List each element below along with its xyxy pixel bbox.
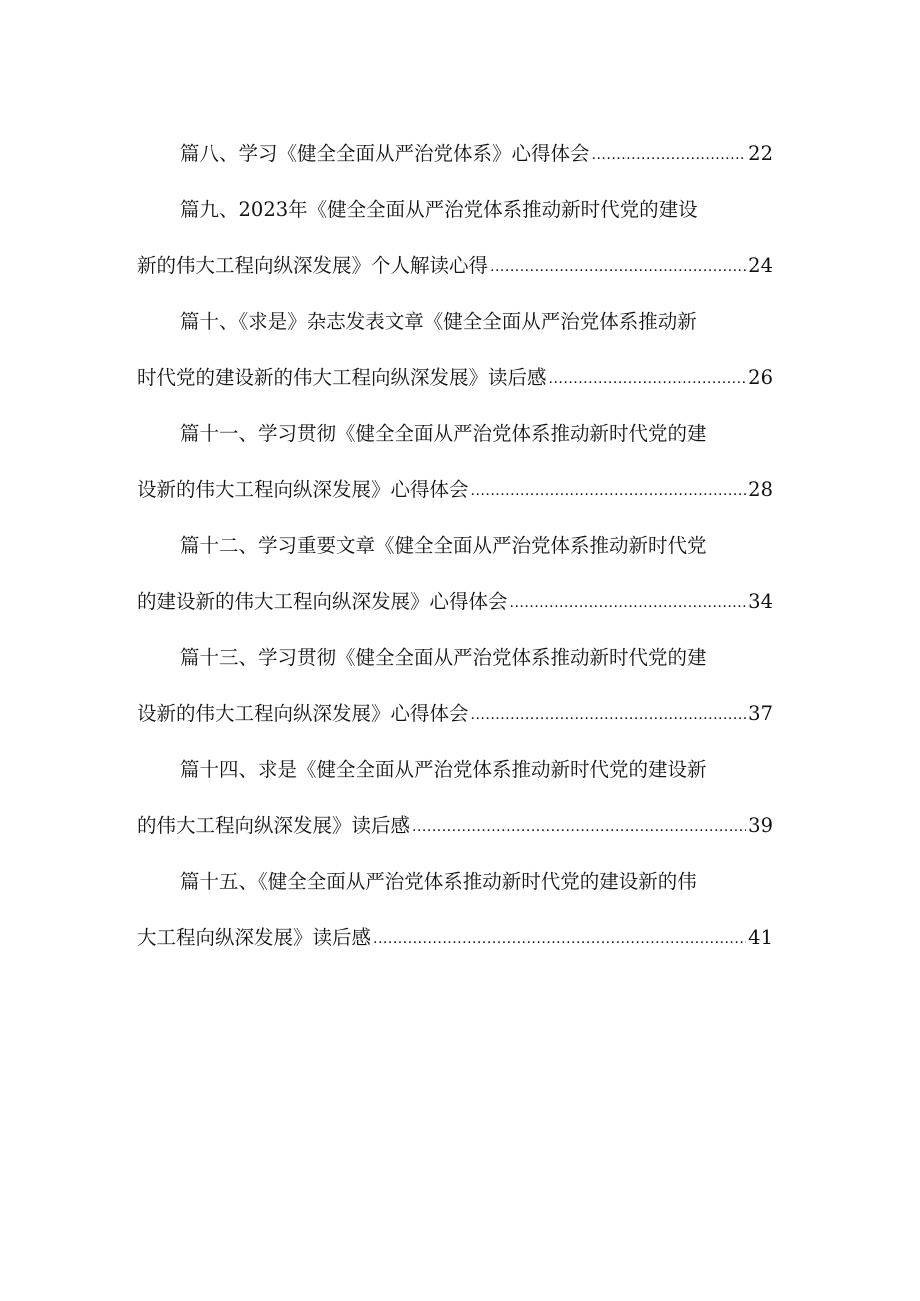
toc-entry-title: 篇十一、学习贯彻《健全全面从严治党体系推动新时代党的建	[180, 422, 707, 446]
toc-entry-title-line1	[137, 182, 768, 238]
toc-page-number: 26	[748, 366, 773, 390]
toc-entry-title-continued: 设新的伟大工程向纵深发展》心得体会	[137, 478, 469, 502]
toc-leader-dots	[592, 144, 747, 164]
toc-entry-title-continued: 时代党的建设新的伟大工程向纵深发展》读后感	[137, 366, 547, 390]
toc-entry-title-line1	[137, 630, 768, 686]
toc-entry-title-continued: 大工程向纵深发展》读后感	[137, 926, 372, 950]
toc-entry-title-line1	[137, 518, 768, 574]
toc-entry-title: 篇十、《求是》杂志发表文章《健全全面从严治党体系推动新	[180, 310, 697, 334]
toc-entry-title-line2	[137, 462, 773, 518]
toc-entry-title-line1	[137, 406, 768, 462]
toc-entry-title-line2	[137, 350, 773, 406]
toc-leader-dots	[373, 928, 746, 948]
toc-entry-9[interactable]	[137, 182, 773, 294]
toc-entry-title-line2	[137, 686, 773, 742]
toc-entry-15[interactable]	[137, 854, 773, 966]
toc-page-number: 39	[748, 814, 773, 838]
toc-entry-title-continued: 设新的伟大工程向纵深发展》心得体会	[137, 702, 469, 726]
toc-entry-title: 篇十三、学习贯彻《健全全面从严治党体系推动新时代党的建	[180, 646, 707, 670]
toc-leader-dots	[471, 480, 747, 500]
toc-entry-title: 篇九、2023年《健全全面从严治党体系推动新时代党的建设	[180, 198, 698, 222]
toc-entry-title-line2	[137, 238, 773, 294]
toc-entry-title-continued: 的伟大工程向纵深发展》读后感	[137, 814, 411, 838]
toc-leader-dots	[549, 368, 747, 388]
toc-page-number: 37	[748, 702, 773, 726]
toc-page-number: 28	[748, 478, 773, 502]
table-of-contents	[137, 126, 773, 966]
toc-entry-14[interactable]	[137, 742, 773, 854]
toc-entry-title-continued: 新的伟大工程向纵深发展》个人解读心得	[137, 254, 489, 278]
toc-entry-title-line1	[137, 294, 768, 350]
toc-entry-title-line2	[137, 798, 773, 854]
toc-leader-dots	[490, 256, 746, 276]
toc-entry-title: 篇八、学习《健全全面从严治党体系》心得体会	[180, 142, 590, 166]
toc-entry-11[interactable]	[137, 406, 773, 518]
toc-entry-title: 篇十二、学习重要文章《健全全面从严治党体系推动新时代党	[180, 534, 707, 558]
toc-entry-title-line2	[137, 910, 773, 966]
toc-entry-title-line1	[137, 854, 768, 910]
toc-page-number: 34	[748, 590, 773, 614]
toc-entry-13[interactable]	[137, 630, 773, 742]
toc-leader-dots	[412, 816, 746, 836]
toc-entry-title-continued: 的建设新的伟大工程向纵深发展》心得体会	[137, 590, 508, 614]
toc-entry-12[interactable]	[137, 518, 773, 630]
toc-entry-title: 篇十五、《健全全面从严治党体系推动新时代党的建设新的伟	[180, 870, 697, 894]
toc-leader-dots	[510, 592, 747, 612]
toc-entry-title-line2	[137, 574, 773, 630]
toc-page-number: 24	[748, 254, 773, 278]
toc-entry-title: 篇十四、求是《健全全面从严治党体系推动新时代党的建设新	[180, 758, 707, 782]
toc-entry-title-line1	[137, 742, 768, 798]
toc-page-number: 22	[748, 142, 773, 166]
toc-entry-8[interactable]	[137, 126, 773, 182]
toc-entry-10[interactable]	[137, 294, 773, 406]
toc-page-number: 41	[748, 926, 773, 950]
toc-leader-dots	[471, 704, 747, 724]
